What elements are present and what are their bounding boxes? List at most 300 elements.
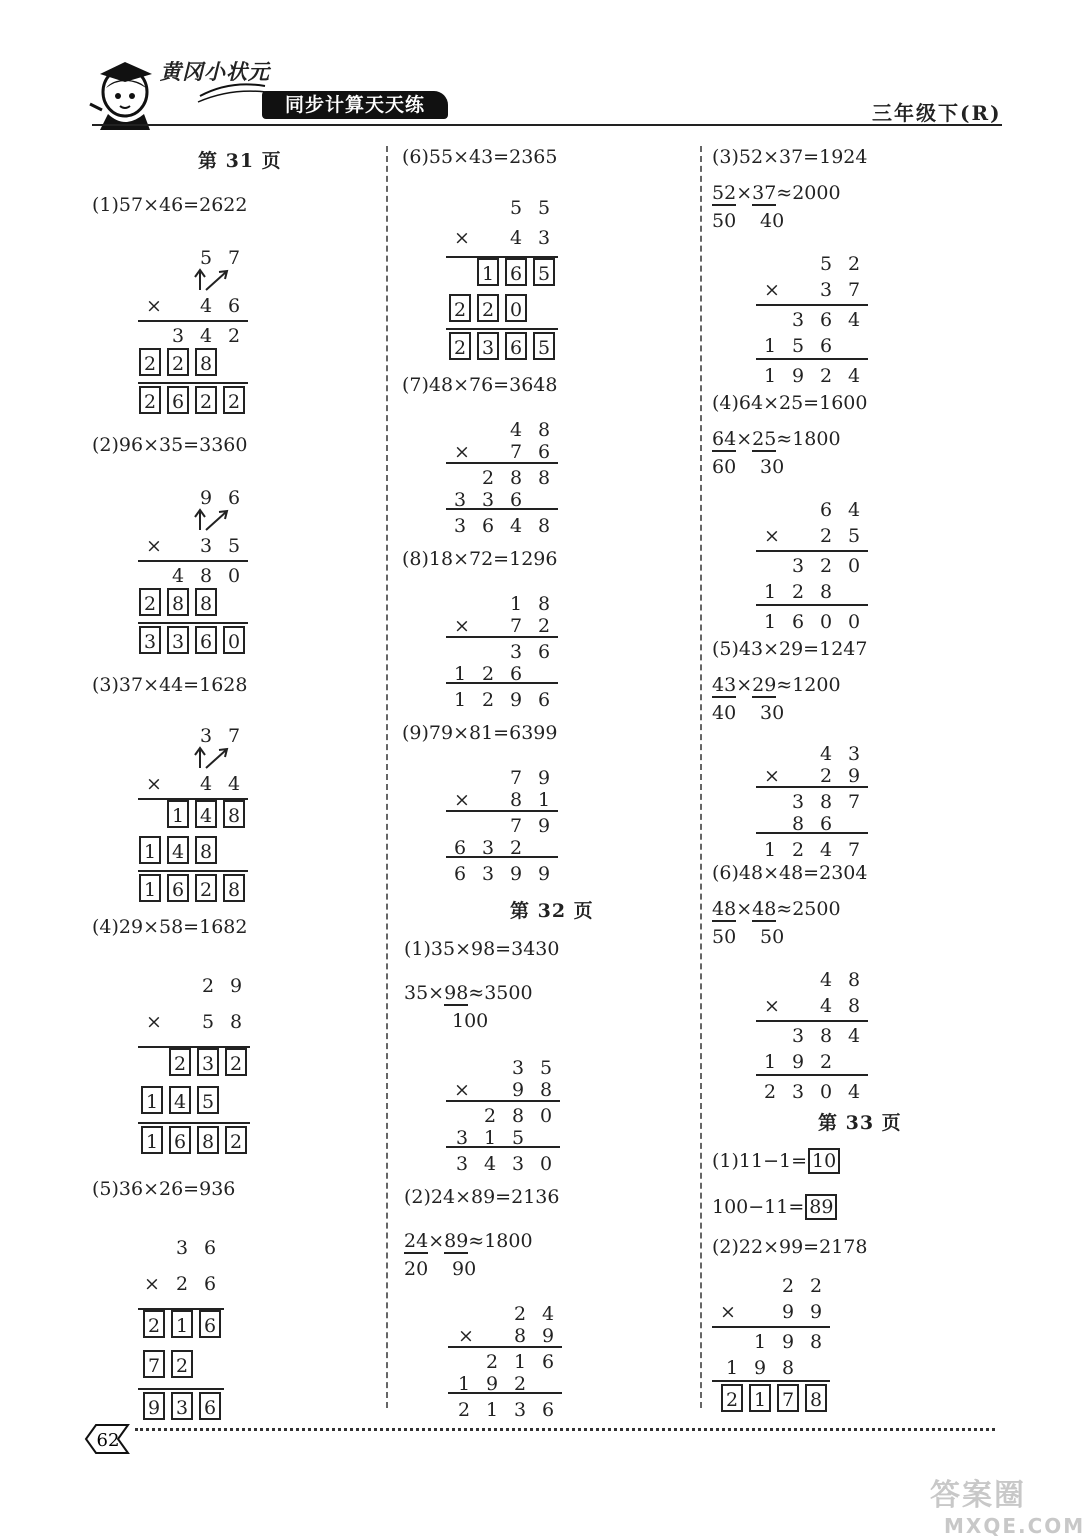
product-digit: 0 [819, 1081, 833, 1103]
partial-product-1-digit: 2 [227, 325, 241, 347]
partial-product-2-digit: 3 [455, 1127, 469, 1149]
multiplier-digit: 9 [541, 1325, 555, 1347]
multiplier-digit: 8 [513, 1325, 527, 1347]
partial-product-1-digit: 0 [227, 565, 241, 587]
partial-product-1-digit: 1 [171, 1310, 193, 1338]
partial-product-1-digit: 0 [539, 1105, 553, 1127]
product-digit: 6 [541, 1399, 555, 1421]
problem-32-6: (6)48×48=2304 [712, 862, 868, 884]
rounded-a: 40 [712, 702, 737, 724]
section-title-32: 第 32 页 [510, 900, 594, 922]
partial-product-1-digit: 2 [169, 1048, 191, 1076]
estimate-line [404, 982, 533, 1004]
partial-product-2-digit: 2 [449, 294, 471, 322]
rounded-b: 40 [760, 210, 785, 232]
partial-product-1-digit: 3 [197, 1048, 219, 1076]
problem-2: (2)96×35=3360 [92, 434, 248, 456]
multiplicand-digit: 6 [227, 487, 241, 509]
partial-product-2-digit: 1 [139, 836, 161, 864]
grade-label: 三年级下(R) [872, 101, 1002, 125]
rule-line [446, 856, 558, 858]
multiplier-digit: 1 [537, 789, 551, 811]
times-sign: × [144, 1273, 160, 1295]
multiplier-digit: 5 [201, 1011, 215, 1033]
product-digit: 6 [537, 689, 551, 711]
partial-product-2-digit: 9 [485, 1373, 499, 1395]
multiplicand-digit: 5 [539, 1057, 553, 1079]
multiplicand-digit: 6 [819, 499, 833, 521]
rule-line [446, 508, 558, 510]
estimate-times: × [736, 428, 753, 450]
product-digit: 6 [505, 332, 527, 360]
product-digit: 3 [167, 626, 189, 654]
problem-4: (4)29×58=1682 [92, 916, 248, 938]
multiplier-digit: 3 [199, 535, 213, 557]
column-divider [386, 146, 388, 1408]
problem-1: (1)57×46=2622 [92, 194, 248, 216]
multiplier-digit: 4 [199, 773, 213, 795]
partial-product-1-digit: 2 [225, 1048, 247, 1076]
estimate-line [712, 182, 841, 204]
partial-product-1-digit: 4 [195, 800, 217, 828]
partial-product-1-digit: 8 [537, 467, 551, 489]
product-digit: 1 [485, 1399, 499, 1421]
multiplicand-digit: 8 [537, 419, 551, 441]
partial-product-1-digit: 3 [791, 791, 805, 813]
multiplier-digit: 4 [819, 995, 833, 1017]
partial-product-2-digit: 8 [195, 588, 217, 616]
product-digit: 4 [847, 365, 861, 387]
times-sign: × [454, 1079, 470, 1101]
multiplicand-digit: 2 [201, 975, 215, 997]
multiplier-digit: 7 [847, 279, 861, 301]
multiplicand-digit: 2 [847, 253, 861, 275]
product-digit: 9 [143, 1392, 165, 1420]
partial-product-1-digit: 8 [509, 467, 523, 489]
times-sign: × [454, 615, 470, 637]
partial-product-2-digit: 9 [753, 1357, 767, 1379]
partial-product-2-digit: 5 [511, 1127, 525, 1149]
multiplier-digit: 6 [227, 295, 241, 317]
partial-product-2-digit: 3 [481, 837, 495, 859]
partial-product-2-digit: 2 [171, 1350, 193, 1378]
partial-product-2-digit: 6 [453, 837, 467, 859]
multiplier-digit: 3 [537, 227, 551, 249]
rule-line [756, 1074, 868, 1076]
product-digit: 6 [169, 1126, 191, 1154]
partial-product-1-digit: 6 [537, 641, 551, 663]
multiplier-digit: 9 [847, 765, 861, 787]
multiplier-digit: 5 [847, 525, 861, 547]
product-digit: 3 [477, 332, 499, 360]
estimate-b: 37 [752, 182, 777, 204]
rule-line [138, 1388, 224, 1390]
problem-3: (3)37×44=1628 [92, 674, 248, 696]
multiplicand-digit: 3 [199, 725, 213, 747]
product-digit: 2 [763, 1081, 777, 1103]
multiplicand-digit: 4 [819, 743, 833, 765]
estimate-a: 48 [712, 898, 737, 920]
partial-product-2-digit: 3 [481, 489, 495, 511]
partial-product-2-digit: 8 [791, 813, 805, 835]
times-sign: × [720, 1301, 736, 1323]
rule-line [446, 682, 558, 684]
partial-product-1-digit: 8 [199, 565, 213, 587]
rounded-b: 90 [452, 1258, 477, 1280]
problem-32-4: (4)64×25=1600 [712, 392, 868, 414]
partial-product-2-digit: 1 [141, 1086, 163, 1114]
product-digit: 6 [453, 863, 467, 885]
product-digit: 8 [805, 1384, 827, 1412]
rounded-b: 50 [760, 926, 785, 948]
partial-product-1-digit: 8 [819, 1025, 833, 1047]
multiplier-digit: 8 [847, 995, 861, 1017]
problem-5: (5)36×26=936 [92, 1178, 236, 1200]
times-sign: × [454, 227, 470, 249]
product-digit: 2 [449, 332, 471, 360]
multiplicand-digit: 4 [819, 969, 833, 991]
problem-6: (6)55×43=2365 [402, 146, 558, 168]
estimate-line [712, 674, 841, 696]
times-sign: × [146, 773, 162, 795]
times-sign: × [454, 441, 470, 463]
product-digit: 2 [223, 386, 245, 414]
estimate-line [712, 898, 841, 920]
times-sign: × [764, 765, 780, 787]
partial-product-1-digit: 3 [791, 1025, 805, 1047]
estimate-a: 52 [712, 182, 737, 204]
multiplier-digit: 4 [227, 773, 241, 795]
partial-product-1-digit: 4 [199, 325, 213, 347]
partial-product-1-digit: 8 [819, 791, 833, 813]
product-digit: 2 [139, 386, 161, 414]
partial-product-2-digit: 8 [195, 836, 217, 864]
partial-product-2-digit: 1 [457, 1373, 471, 1395]
estimate-a: 43 [712, 674, 737, 696]
estimate-a: 35× [404, 982, 445, 1004]
partial-product-1-digit: 4 [847, 309, 861, 331]
partial-product-2-digit: 2 [513, 1373, 527, 1395]
partial-product-2-digit: 1 [453, 663, 467, 685]
multiplier-digit: 9 [809, 1301, 823, 1323]
multiplier-digit: 6 [203, 1273, 217, 1295]
rule-line [712, 1380, 830, 1382]
multiplicand-digit: 2 [781, 1275, 795, 1297]
partial-product-1-digit: 7 [509, 815, 523, 837]
partial-product-2-digit: 2 [139, 348, 161, 376]
partial-product-1-digit: 8 [809, 1331, 823, 1353]
multiplicand-digit: 3 [511, 1057, 525, 1079]
partial-product-1-digit: 1 [753, 1331, 767, 1353]
rule-line [138, 1122, 250, 1124]
partial-product-2-digit: 8 [195, 348, 217, 376]
product-digit: 3 [455, 1153, 469, 1175]
partial-product-2-digit: 4 [167, 836, 189, 864]
partial-product-2-digit: 9 [791, 1051, 805, 1073]
product-digit: 7 [847, 839, 861, 861]
product-digit: 2 [721, 1384, 743, 1412]
brand-script: 黄冈小状元 [160, 59, 270, 84]
rule-line [446, 328, 558, 330]
multiplicand-digit: 4 [509, 419, 523, 441]
estimate-b: 25 [752, 428, 777, 450]
multiplicand-digit: 5 [537, 197, 551, 219]
partial-product-2-digit: 2 [819, 1051, 833, 1073]
partial-product-2-digit: 5 [791, 335, 805, 357]
rule-line [756, 604, 868, 606]
estimate-b: 29 [752, 674, 777, 696]
product-digit: 1 [749, 1384, 771, 1412]
times-sign: × [764, 525, 780, 547]
multiplicand-digit: 3 [175, 1237, 189, 1259]
header-rule [92, 124, 1002, 126]
equation-line-2 [712, 1194, 837, 1220]
multiplier-digit: 9 [781, 1301, 795, 1323]
watermark-top: 答案圈 [930, 1478, 1026, 1513]
page-number: 62 [96, 1430, 120, 1451]
partial-product-1-digit: 8 [511, 1105, 525, 1127]
problem-32-2: (2)24×89=2136 [404, 1186, 560, 1208]
multiplier-digit: 8 [229, 1011, 243, 1033]
problem-32-3: (3)52×37=1924 [712, 146, 868, 168]
partial-product-2-digit: 2 [477, 294, 499, 322]
product-digit: 1 [141, 1126, 163, 1154]
product-digit: 0 [847, 611, 861, 633]
partial-product-1-digit: 9 [537, 815, 551, 837]
multiplicand-digit: 4 [847, 499, 861, 521]
multiplier-digit: 4 [509, 227, 523, 249]
estimate-result: ≈2000 [776, 182, 841, 204]
partial-product-2-digit: 8 [167, 588, 189, 616]
partial-product-2-digit: 6 [509, 663, 523, 685]
partial-product-1-digit: 2 [485, 1351, 499, 1373]
page-number-badge [84, 1423, 130, 1455]
rounded-a: 60 [712, 456, 737, 478]
partial-product-1-digit: 1 [167, 800, 189, 828]
estimate-times: × [736, 182, 753, 204]
partial-product-1-digit: 3 [791, 309, 805, 331]
product-digit: 1 [763, 839, 777, 861]
product-digit: 8 [223, 874, 245, 902]
partial-product-1-digit: 4 [171, 565, 185, 587]
rounded-b: 30 [760, 702, 785, 724]
partial-product-2-digit: 1 [483, 1127, 497, 1149]
multiplicand-digit: 5 [199, 247, 213, 269]
partial-product-1-digit: 2 [819, 555, 833, 577]
product-digit: 3 [139, 626, 161, 654]
estimate-times: × [736, 898, 753, 920]
rule-line [756, 358, 868, 360]
estimate-result: ≈1800 [468, 1230, 533, 1252]
partial-product-1-digit: 8 [223, 800, 245, 828]
product-digit: 1 [763, 365, 777, 387]
partial-product-2-digit: 1 [763, 335, 777, 357]
times-sign: × [458, 1325, 474, 1347]
rounded-a: 50 [712, 210, 737, 232]
multiplier-digit: 9 [511, 1079, 525, 1101]
multiplicand-digit: 3 [847, 743, 861, 765]
partial-product-1-digit: 3 [791, 555, 805, 577]
multiplier-digit: 2 [819, 765, 833, 787]
rounded-b: 30 [760, 456, 785, 478]
rounded-b: 100 [452, 1010, 489, 1032]
multiplicand-digit: 2 [809, 1275, 823, 1297]
rule-line [448, 1392, 562, 1394]
partial-product-2-digit: 2 [791, 581, 805, 603]
product-digit: 2 [481, 689, 495, 711]
product-digit: 6 [199, 1392, 221, 1420]
multiplicand-digit: 9 [199, 487, 213, 509]
product-digit: 3 [453, 515, 467, 537]
problem-8: (8)18×72=1296 [402, 548, 558, 570]
estimate-result: ≈3500 [468, 982, 533, 1004]
product-digit: 9 [791, 365, 805, 387]
multiplicand-digit: 8 [847, 969, 861, 991]
rule-line [138, 870, 248, 872]
product-digit: 2 [791, 839, 805, 861]
times-sign: × [146, 535, 162, 557]
partial-product-2-digit: 2 [139, 588, 161, 616]
answer-box: 89 [805, 1194, 837, 1220]
partial-product-1-digit: 4 [847, 1025, 861, 1047]
product-digit: 6 [195, 626, 217, 654]
rule-line [138, 382, 248, 384]
product-digit: 3 [791, 1081, 805, 1103]
equation-text: 100−11= [712, 1196, 805, 1218]
estimate-times: × [428, 1230, 445, 1252]
section-title-31: 第 31 页 [198, 150, 282, 172]
partial-product-1-digit: 3 [509, 641, 523, 663]
multiplicand-digit: 8 [537, 593, 551, 615]
multiplicand-digit: 7 [227, 247, 241, 269]
problem-32-5: (5)43×29=1247 [712, 638, 868, 660]
footer-dotted-rule [135, 1428, 995, 1431]
equation-line-1 [712, 1148, 840, 1174]
multiplier-digit: 7 [509, 615, 523, 637]
problem-33-2: (2)22×99=2178 [712, 1236, 868, 1258]
product-digit: 2 [195, 386, 217, 414]
multiplier-digit: 5 [227, 535, 241, 557]
product-digit: 1 [763, 611, 777, 633]
times-sign: × [146, 295, 162, 317]
product-digit: 4 [509, 515, 523, 537]
product-digit: 4 [483, 1153, 497, 1175]
partial-product-1-digit: 6 [199, 1310, 221, 1338]
product-digit: 7 [777, 1384, 799, 1412]
product-digit: 4 [819, 839, 833, 861]
product-digit: 6 [481, 515, 495, 537]
multiplier-digit: 2 [537, 615, 551, 637]
estimate-result: ≈1800 [776, 428, 841, 450]
partial-product-1-digit: 0 [847, 555, 861, 577]
multiplicand-digit: 9 [537, 767, 551, 789]
partial-product-2-digit: 1 [763, 1051, 777, 1073]
product-digit: 8 [197, 1126, 219, 1154]
watermark [930, 1470, 1085, 1538]
product-digit: 1 [453, 689, 467, 711]
rounded-a: 20 [404, 1258, 429, 1280]
estimate-result: ≈2500 [776, 898, 841, 920]
partial-product-2-digit: 4 [169, 1086, 191, 1114]
product-digit: 1 [139, 874, 161, 902]
product-digit: 8 [537, 515, 551, 537]
partial-product-2-digit: 8 [819, 581, 833, 603]
partial-product-1-digit: 2 [481, 467, 495, 489]
partial-product-2-digit: 0 [505, 294, 527, 322]
partial-product-1-digit: 7 [847, 791, 861, 813]
product-digit: 9 [509, 689, 523, 711]
partial-product-2-digit: 1 [725, 1357, 739, 1379]
partial-product-2-digit: 6 [819, 335, 833, 357]
partial-product-2-digit: 3 [453, 489, 467, 511]
partial-product-1-digit: 2 [483, 1105, 497, 1127]
multiplier-digit: 7 [509, 441, 523, 463]
product-digit: 2 [457, 1399, 471, 1421]
product-digit: 3 [171, 1392, 193, 1420]
series-banner: 同步计算天天练 [262, 91, 448, 119]
partial-product-2-digit: 1 [763, 581, 777, 603]
multiplicand-digit: 7 [227, 725, 241, 747]
product-digit: 5 [533, 332, 555, 360]
multiplicand-digit: 7 [509, 767, 523, 789]
partial-product-2-digit: 5 [197, 1086, 219, 1114]
product-digit: 0 [539, 1153, 553, 1175]
problem-7: (7)48×76=3648 [402, 374, 558, 396]
multiplier-digit: 6 [537, 441, 551, 463]
multiplicand-digit: 2 [513, 1303, 527, 1325]
product-digit: 3 [513, 1399, 527, 1421]
estimate-b: 48 [752, 898, 777, 920]
product-digit: 6 [167, 874, 189, 902]
partial-product-1-digit: 6 [819, 309, 833, 331]
product-digit: 9 [537, 863, 551, 885]
multiplicand-digit: 6 [203, 1237, 217, 1259]
product-digit: 3 [511, 1153, 525, 1175]
answer-box: 10 [808, 1148, 840, 1174]
estimate-b: 89 [444, 1230, 469, 1252]
multiplier-digit: 8 [539, 1079, 553, 1101]
partial-product-2-digit: 6 [819, 813, 833, 835]
partial-product-1-digit: 5 [533, 258, 555, 286]
partial-product-2-digit: 7 [143, 1350, 165, 1378]
partial-product-2-digit: 2 [167, 348, 189, 376]
estimate-result: ≈1200 [776, 674, 841, 696]
product-digit: 2 [225, 1126, 247, 1154]
product-digit: 6 [791, 611, 805, 633]
multiplicand-digit: 9 [229, 975, 243, 997]
watermark-bottom: MXQE.COM [944, 1514, 1085, 1538]
multiplier-digit: 2 [819, 525, 833, 547]
partial-product-2-digit: 2 [481, 663, 495, 685]
multiplier-digit: 4 [199, 295, 213, 317]
multiplier-digit: 2 [175, 1273, 189, 1295]
product-digit: 2 [819, 365, 833, 387]
times-sign: × [764, 995, 780, 1017]
section-title-33: 第 33 页 [818, 1112, 902, 1134]
multiplier-digit: 8 [509, 789, 523, 811]
column-divider [700, 146, 702, 1408]
estimate-a: 64 [712, 428, 737, 450]
estimate-a: 24 [404, 1230, 429, 1252]
product-digit: 0 [819, 611, 833, 633]
multiplier-digit: 3 [819, 279, 833, 301]
multiplicand-digit: 1 [509, 593, 523, 615]
partial-product-1-digit: 9 [781, 1331, 795, 1353]
multiplicand-digit: 5 [819, 253, 833, 275]
estimate-b: 98 [444, 982, 469, 1004]
partial-product-2-digit: 2 [509, 837, 523, 859]
equation-text: (1)11−1= [712, 1150, 808, 1172]
